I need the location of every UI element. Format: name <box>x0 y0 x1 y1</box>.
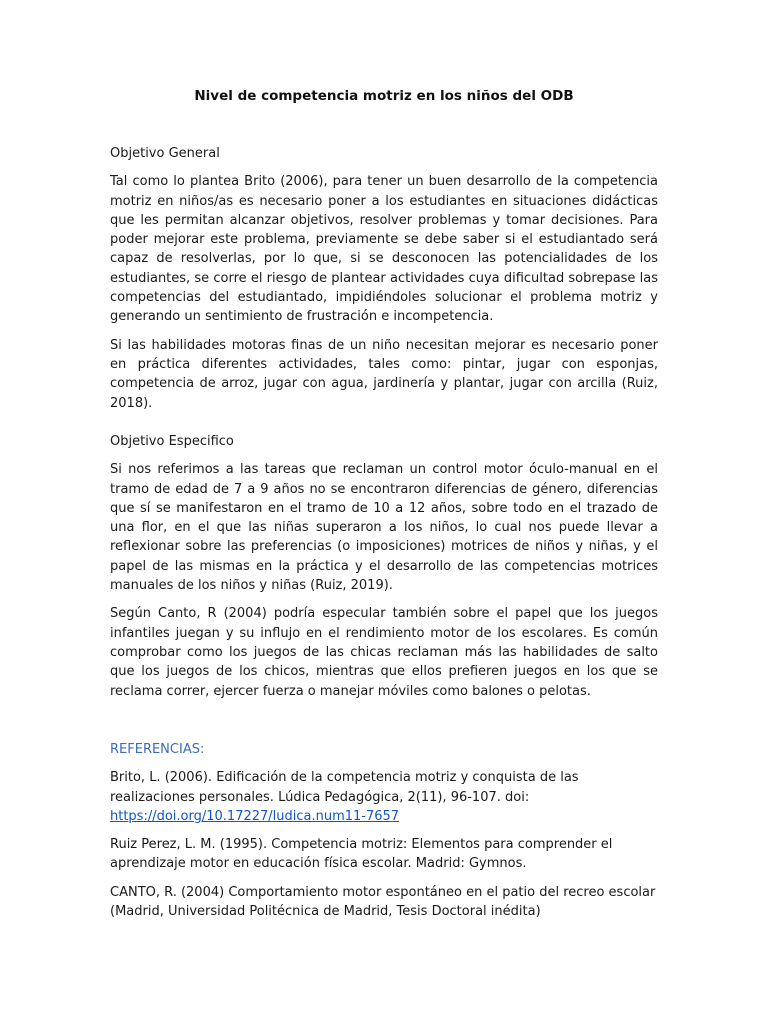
section-objetivo-especifico <box>110 432 658 701</box>
references-heading: REFERENCIAS: <box>110 742 205 757</box>
references-section <box>110 740 658 921</box>
paragraph: Según Canto, R (2004) podría especular también sobre el papel que los juegos infantiles juegan y su influjo en el rendimiento motor de los escolares. Es común comprobar como los juegos de las chicas reclaman más las habilidades de salto que los juegos de los chicos, mientras que ellos prefieren juegos en los que se reclama correr, ejercer fuerza o manejar móviles como balones o pelotas. <box>110 606 658 699</box>
paragraph: Si nos referimos a las tareas que reclaman un control motor óculo-manual en el tramo de edad de 7 a 9 años no se encontraron diferencias de género, diferencias que sí se manifestaron en el tramo de 10 a 12 años, sobre todo en el trazado de una flor, en el que las niñas superaron a los niños, lo cual nos puede llevar a reflexionar sobre las preferencias (o imposiciones) motrices de niños y niñas, y el papel de las mismas en la práctica y el desarrollo de las competencias motrices manuales de los niños y niñas (Ruiz, 2019). <box>110 462 658 594</box>
reference-doi-link[interactable]: https://doi.org/10.17227/ludica.num11-7657 <box>110 808 400 824</box>
paragraph: Tal como lo plantea Brito (2006), para tener un buen desarrollo de la competencia motriz en niños/as es necesario poner a los estudiantes en situaciones didácticas que les permitan alcanzar objetivos, resolver problemas y tomar decisiones. Para poder mejorar este problema, previamente se debe saber si el estudiantado será capaz de resolverlas, por lo que, si se desconocen las potencialidades de los estudiantes, se corre el riesgo de plantear actividades cuya dificultad sobrepase las competencias del estudiantado, impidiéndoles solucionar el problema motriz y generando un sentimiento de frustración e incompetencia. <box>110 174 658 325</box>
reference-text: Brito, L. (2006). Edificación de la competencia motriz y conquista de las realizaciones personales. Lúdica Pedagógica, 2(11), 96-107. doi: <box>110 770 579 805</box>
section-heading: Objetivo Especifico <box>110 434 234 449</box>
section-heading: Objetivo General <box>110 146 220 161</box>
paragraph: Si las habilidades motoras finas de un niño necesitan mejorar es necesario poner en práctica diferentes actividades, tales como: pintar, jugar con esponjas, competencia de arroz, jugar con agua, jardinería y plantar, jugar con arcilla (Ruiz, 2018). <box>110 337 658 411</box>
reference-item: CANTO, R. (2004) Comportamiento motor espontáneo en el patio del recreo escolar (Madrid, Universidad Politécnica de Madrid, Tesis Doctoral inédita) <box>110 884 656 920</box>
section-objetivo-general <box>110 144 658 413</box>
reference-item: Ruiz Perez, L. M. (1995). Competencia motriz: Elementos para comprender el aprendizaje motor en educación física escolar. Madrid: Gymnos. <box>110 837 613 872</box>
document-title: Nivel de competencia motriz en los niños del ODB <box>194 88 574 104</box>
reference-item <box>110 768 658 826</box>
